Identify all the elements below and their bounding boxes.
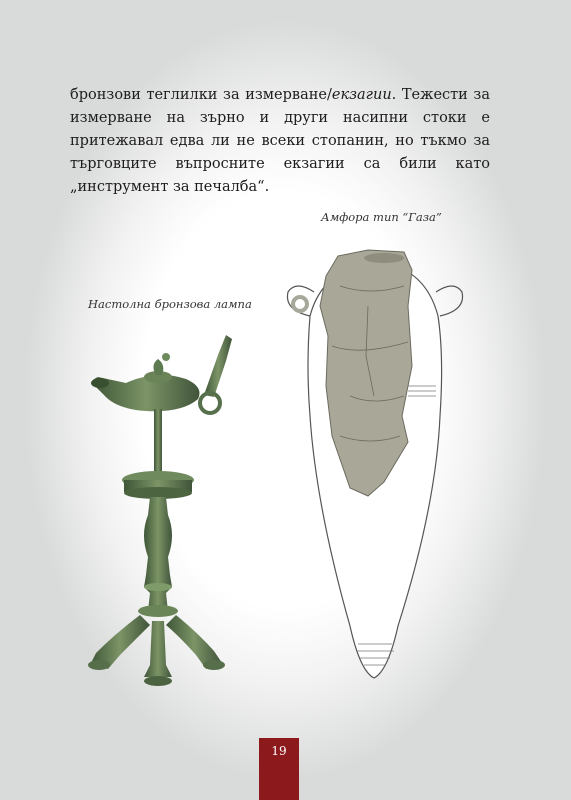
amphora-caption: Амфора тип “Газа” (321, 210, 442, 224)
page-number: 19 (259, 738, 299, 800)
body-text-start: бронзови теглилки за измерване/ (70, 87, 332, 103)
body-text-italic-term: екзагии (331, 87, 392, 103)
amphora-image (280, 246, 470, 686)
lamp-caption: Настолна бронзова лампа (88, 297, 252, 311)
body-text-rest: . Тежести за измерване на зърно и други насипни стоки е притежавал едва ли не всеки стопанин, но тъкмо за търговците въпросните екзагии са били като „инструмент за печалба“. (70, 87, 490, 195)
bronze-lamp-image (86, 325, 236, 700)
body-paragraph (70, 84, 490, 199)
